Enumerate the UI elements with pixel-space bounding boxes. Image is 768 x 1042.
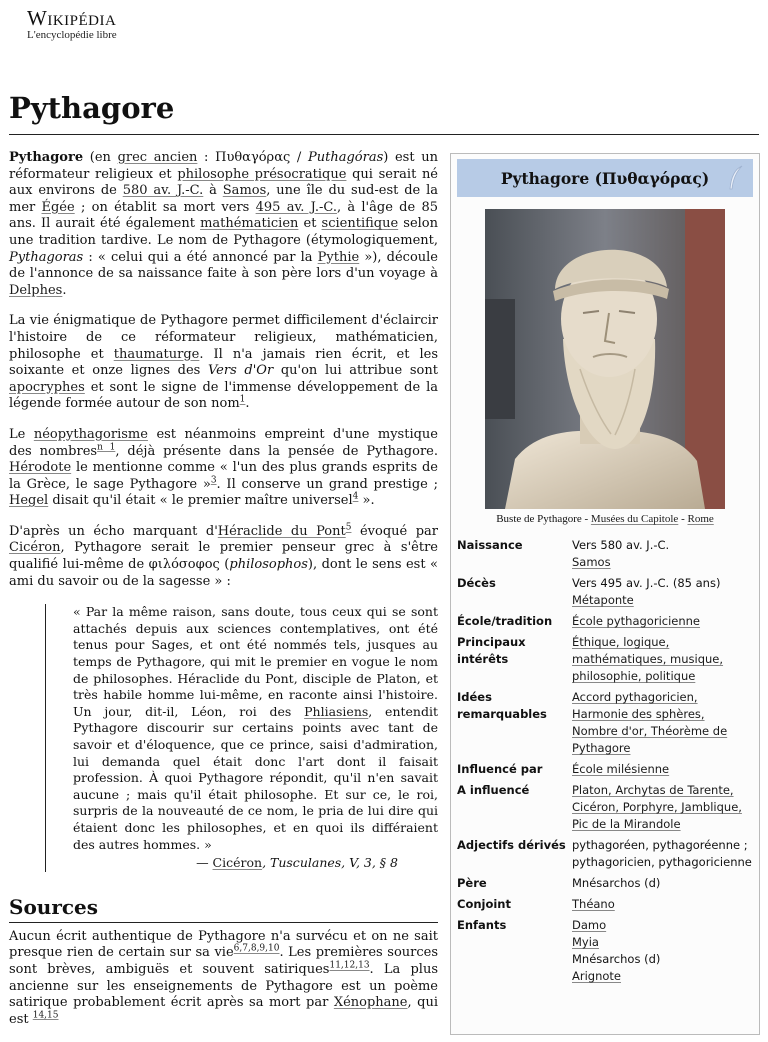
row-conjoint: Conjoint Théano — [457, 897, 615, 911]
link-495[interactable]: 495 av. J.-C. — [255, 199, 337, 215]
row-influence-par: Influencé par École milésienne — [457, 762, 670, 776]
row-adjectifs: Adjectifs dérivés pythagoréen, pythagoréenne ; pythagoricien, pythagoricienne — [457, 838, 752, 869]
link-ecole-milesienne[interactable]: École milésienne — [572, 762, 670, 776]
infobox-title — [457, 159, 753, 197]
link-hegel[interactable]: Hegel — [9, 493, 49, 509]
page-title: Pythagore — [9, 91, 175, 125]
row-deces: Décès Vers 495 av. J.-C. (85 ans) Métaponte — [457, 576, 721, 607]
ref-n1[interactable]: n 1 — [97, 442, 116, 453]
intro-paragraph: Pythagore (en grec ancien : Πυθαγόρας / Puthagóras) est un réformateur religieux et philosophe présocratique qui serait né aux environs de 580 av. J.-C. à Samos, une île du sud-est de la mer Égée ; on établit sa mort vers 495 av. J.-C., à l'âge de 85 ans. Il aurait été également mathématicien et scientifique selon une tradition tardive. Le nom de Pythagore (étymologiquement, Pythagoras : « celui qui a été annoncé par la Pythie »), découle de l'annonce de sa naissance faite à son père lors d'un voyage à Delphes. — [9, 150, 439, 298]
ciceron-quote: « Par la même raison, sans doute, tous ceux qui se sont attachés depuis aux sciences contemplatives, ont été tenus pour Sages, et ont été nommés tels, jusques au temps de Pythagore, qui mit le premier en vogue le nom de philosophes. Héraclide du Pont, disciple de Platon, et très habile homme lui-même, en raconte ainsi l'histoire. Un jour, dit-il, Léon, roi des Phliasiens, entendit Pythagore discourir sur certains points avec tant de savoir et d'éloquence, que ce prince, saisi d'admiration, lui demanda quel était donc l'art dont il faisait profession. À quoi Pythagore répondit, qu'il n'en savait aucune ; mais qu'il était philosophe. Et sur ce, le roi, surpris de la nouveauté de ce nom, le pria de lui dire qui étaient donc les philosophes, et en quoi ils différaient des autres hommes. » — Cicéron, Tusculanes, V, 3, § 8 — [45, 604, 438, 872]
wordmark-title[interactable]: Wikipédia — [27, 6, 117, 30]
link-ecole-pythagoricienne[interactable]: École pythagoricienne — [572, 614, 701, 628]
link-neopythagorisme[interactable]: néopythagorisme — [33, 426, 148, 442]
ref-4[interactable]: 4 — [352, 491, 359, 502]
link-delphes[interactable]: Delphes — [9, 282, 63, 298]
row-pere: Père Mnésarchos (d) — [457, 875, 753, 892]
quote-source: — Cicéron, Tusculanes, V, 3, § 8 — [196, 855, 398, 871]
row-interets: Principaux intérêts Éthique, logique, mathématiques, musique, philosophie, politique — [457, 635, 724, 683]
link-samos[interactable]: Samos — [222, 183, 267, 199]
bust-image[interactable] — [485, 209, 725, 509]
subject-name: Pythagore — [9, 150, 84, 165]
link-arignote[interactable]: Arignote — [572, 969, 621, 983]
link-herodote[interactable]: Hérodote — [9, 460, 72, 476]
link-mathematicien[interactable]: mathématicien — [200, 216, 299, 232]
infobox-title-text: Pythagore (Πυθαγόρας) — [500, 168, 710, 188]
row-a-influence: A influencé Platon, Archytas de Tarente, Cicéron, Porphyre, Jamblique, Pic de la Mirandole — [457, 783, 742, 831]
refs-6-10[interactable]: 6,7,8,9,10 — [233, 944, 280, 955]
link-philosophe-presocratique[interactable]: philosophe présocratique — [177, 166, 347, 182]
links-interets[interactable]: Éthique, logique, mathématiques, musique, philosophie, politique — [572, 635, 724, 683]
row-enfants: Enfants Damo Myia Mnésarchos (d) Arignote — [457, 917, 753, 985]
transliteration: Puthagóras — [307, 150, 384, 165]
paragraph-neopythagorisme: Le néopythagorisme est néanmoins empreint d'une mystique des nombres$^{n 1}$, déjà présente dans la pensée de Pythagore. Hérodote le mentionne comme « l'un des plus grands esprits de la Grèce, le sage Pythagore »$^3$. Il conserve un grand prestige ; Hegel disait qu'il était « le premier maître universel$^4$ ». — [9, 426, 438, 509]
pere-value: Mnésarchos (d) — [572, 876, 661, 890]
paragraph-philosophos: D'après un écho marquant d'Héraclide du Pont$^5$ évoqué par Cicéron, Pythagore serait le premier penseur grec à s'être qualifié lui-même de φιλόσοφος (philosophos), dont le sens est « ami du savoir ou de la sagesse » : — [9, 522, 438, 589]
link-heraclide-du-pont[interactable]: Héraclide du Pont — [217, 523, 346, 539]
link-myia[interactable]: Myia — [572, 935, 599, 949]
link-damo[interactable]: Damo — [572, 918, 607, 932]
paragraph-sources: Aucun écrit authentique de Pythagore n'a survécu et on ne sait presque rien de certain sur sa vie$^{6,7,8,9,10}$. Les premières sources sont brèves, ambiguës et souvent satiriques$^{11,12,13}$. La plus ancienne sur les enseignements de Pythagore est un poème satirique probablement écrit après sa mort par Xénophane, qui est $^{14,15}$ — [9, 928, 439, 1027]
link-grec-ancien[interactable]: grec ancien — [117, 150, 198, 165]
link-scientifique[interactable]: scientifique — [321, 216, 399, 232]
enfant-mnesarchos: Mnésarchos (d) — [572, 952, 661, 966]
row-idees: Idées remarquables Accord pythagoricien, Harmonie des sphères, Nombre d'or, Théorème de Pythagore — [457, 690, 728, 755]
link-phliasiens[interactable]: Phliasiens — [304, 703, 369, 719]
row-naissance: Naissance Vers 580 av. J.-C. Samos — [457, 538, 670, 569]
ref-5[interactable]: 5 — [345, 522, 352, 533]
infobox-rows — [457, 537, 753, 989]
link-metaponte[interactable]: Métaponte — [572, 593, 634, 607]
link-rome[interactable]: Rome — [687, 513, 714, 525]
link-samos-infobox[interactable]: Samos — [572, 555, 611, 569]
ref-3[interactable]: 3 — [210, 475, 217, 486]
link-ciceron[interactable]: Cicéron — [9, 540, 61, 556]
link-musees-du-capitole[interactable]: Musées du Capitole — [590, 513, 679, 525]
refs-14-15[interactable]: 14,15 — [32, 1010, 59, 1021]
link-theano[interactable]: Théano — [572, 897, 615, 911]
link-thaumaturge[interactable]: thaumaturge — [113, 346, 200, 362]
link-pythie[interactable]: Pythie — [317, 249, 360, 265]
link-580[interactable]: 580 av. J.-C. — [122, 183, 204, 199]
wikipedia-wordmark[interactable] — [27, 7, 117, 41]
quill-icon — [727, 165, 745, 191]
refs-11-13[interactable]: 11,12,13 — [329, 960, 370, 971]
section-heading-sources: Sources — [9, 894, 438, 923]
links-idees[interactable]: Accord pythagoricien, Harmonie des sphères, Nombre d'or, Théorème de Pythagore — [572, 690, 728, 755]
title-divider — [9, 134, 759, 135]
paragraph-vie: La vie énigmatique de Pythagore permet difficilement d'éclaircir l'histoire de ce réformateur religieux, mathématicien, philosophe et thaumaturge. Il n'a jamais rien écrit, et les soixante et onze lignes des Vers d'Or qu'on lui attribue sont apocryphes et sont le signe de l'immense développement de la légende formée autour de son nom$^1$. — [9, 313, 438, 412]
infobox — [450, 153, 760, 1035]
wordmark-tagline: L'encyclopédie libre — [27, 29, 117, 41]
ref-1[interactable]: 1 — [239, 394, 246, 405]
link-xenophane[interactable]: Xénophane — [333, 995, 408, 1011]
link-apocryphes[interactable]: apocryphes — [9, 379, 85, 395]
row-ecole: École/tradition École pythagoricienne — [457, 614, 701, 628]
link-egee[interactable]: Égée — [41, 199, 75, 215]
article-body — [9, 150, 438, 1042]
link-quote-ciceron[interactable]: Cicéron — [212, 855, 263, 871]
image-caption: Buste de Pythagore - Musées du Capitole - Rome — [496, 513, 714, 525]
links-a-influence[interactable]: Platon, Archytas de Tarente, Cicéron, Porphyre, Jamblique, Pic de la Mirandole — [572, 783, 742, 831]
